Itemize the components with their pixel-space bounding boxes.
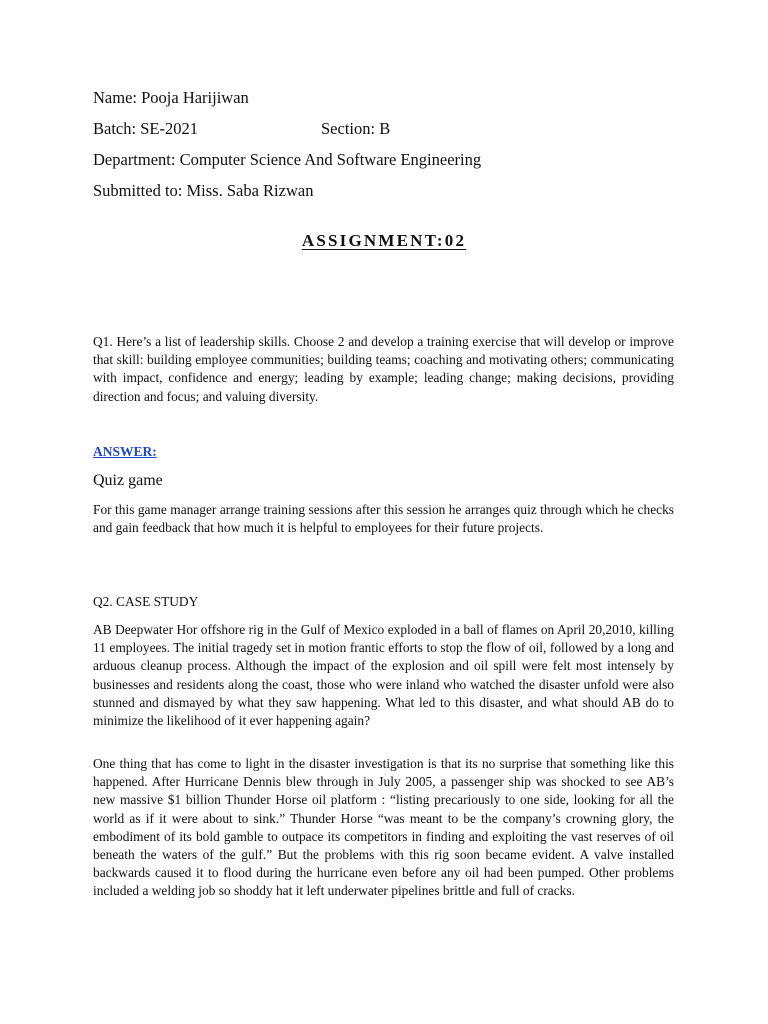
student-name: Name: Pooja Harijiwan <box>93 88 249 107</box>
case-study-paragraph-2: One thing that has come to light in the disaster investigation is that its no surprise that something like this happened. After Hurricane Dennis blew through in July 2005, a passenger ship was shocked to see AB’s new massive $1 billion Thunder Horse oil platform : “listing precariously to one side, looking for all the world as if it were about to sink.” Thunder Horse “was meant to be the company’s crowning glory, the embodiment of its bold gamble to outpace its competitors in finding and exploiting the vast reserves of oil beneath the waters of the gulf.” But the problems with this rig soon became evident. A valve installed backwards caused it to flood during the hurricane even before any oil had been pumped. Other problems included a welding job so shoddy hat it left underwater pipelines brittle and full of cracks. <box>93 756 674 899</box>
section-label: Section: B <box>321 119 391 138</box>
department-label: Department: Computer Science And Software Engineering <box>93 150 482 169</box>
question-2-label: Q2. CASE STUDY <box>93 594 199 609</box>
case-study-paragraph-1: AB Deepwater Hor offshore rig in the Gulf of Mexico exploded in a ball of flames on April 20,2010, killing 11 employees. The initial tragedy set in motion frantic efforts to stop the flow of oil, followed by a long and arduous cleanup process. Although the impact of the explosion and oil spill were felt most intensely by businesses and residents along the coast, those who were inland who watched the disaster unfold were also stunned and dismayed by what they saw happening. What led to this disaster, and what should AB do to minimize the likelihood of it ever happening again? <box>93 622 674 729</box>
submitted-to-label: Submitted to: Miss. Saba Rizwan <box>93 181 314 200</box>
question-1-text: Q1. Here’s a list of leadership skills. Choose 2 and develop a training exercise that will develop or improve that skill: building employee communities; building teams; coaching and motivating others; communicating with impact, confidence and energy; leading by example; leading change; making decisions, providing direction and focus; and valuing diversity. <box>93 334 674 404</box>
batch-label: Batch: SE-2021 <box>93 119 198 138</box>
assignment-title <box>0 230 768 252</box>
answer-label: ANSWER: <box>93 444 157 459</box>
answer-heading: Quiz game <box>93 472 163 489</box>
assignment-title-text: ASSIGNMENT:02 <box>301 231 467 250</box>
answer-text: For this game manager arrange training sessions after this session he arranges quiz through which he checks and gain feedback that how much it is helpful to employees for their future projects. <box>93 502 674 536</box>
